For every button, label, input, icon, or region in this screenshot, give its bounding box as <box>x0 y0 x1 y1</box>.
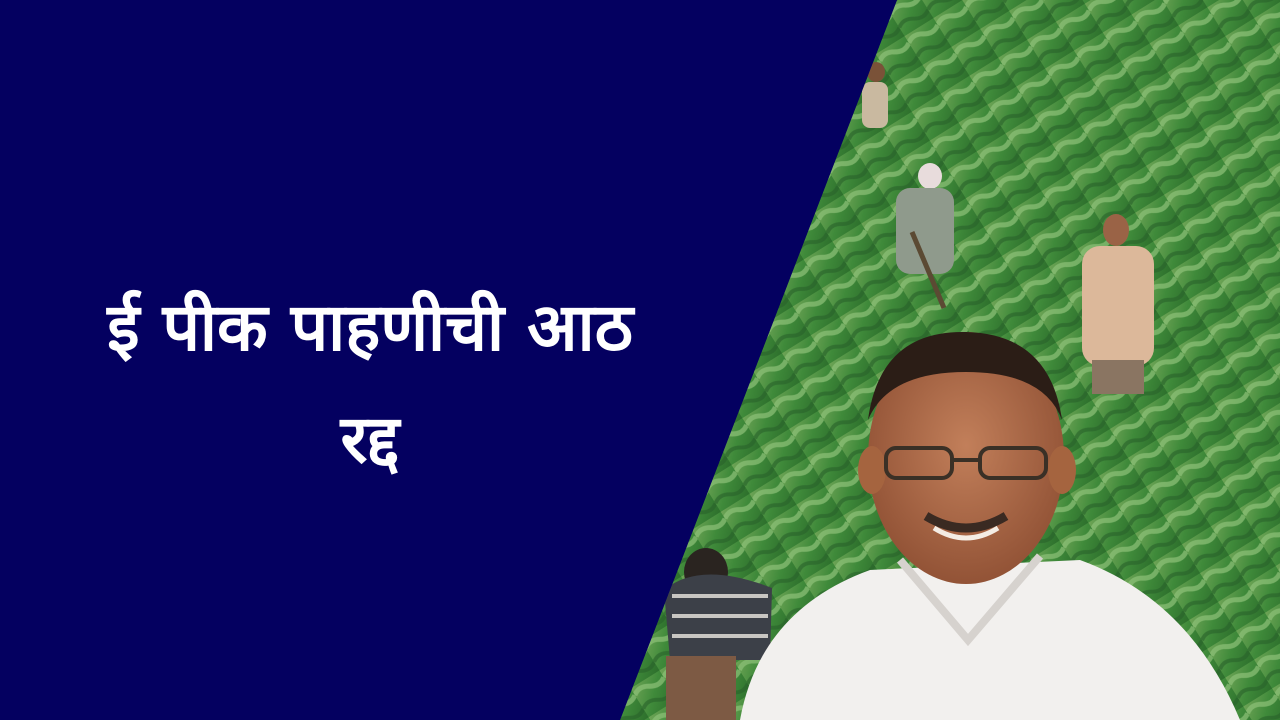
headline-line-1: ई पीक पाहणीची आठ <box>107 289 633 366</box>
headline-line-2: रद्द <box>340 401 400 478</box>
headline <box>20 272 720 496</box>
